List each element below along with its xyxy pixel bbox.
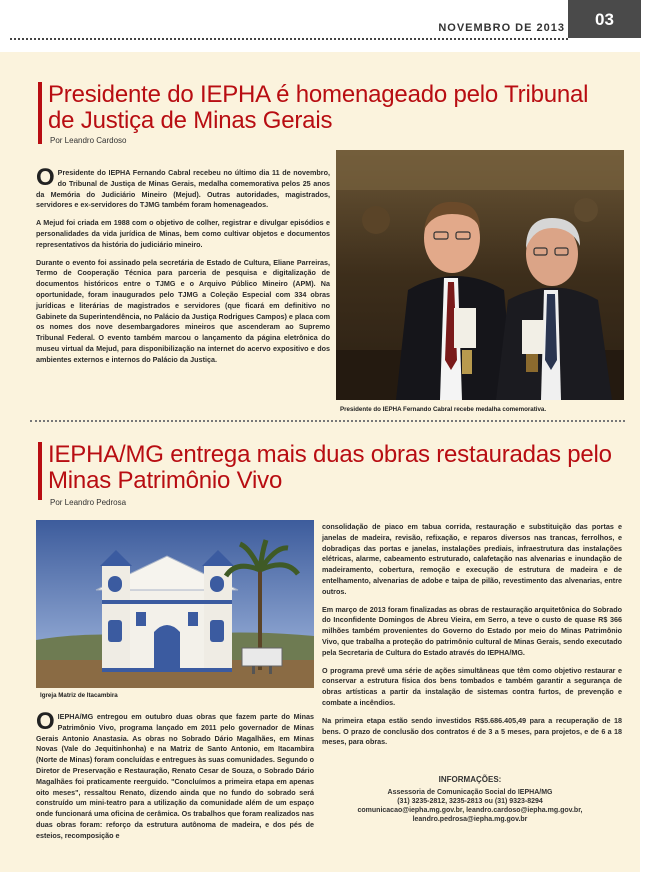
info-line: comunicacao@iepha.mg.gov.br, leandro.cardoso@iepha.mg.gov.br, [357, 807, 583, 814]
article1-paragraph: Durante o evento foi assinado pela secretária de Estado de Cultura, Eliane Parreiras, Termo de Cooperação Técnica para parceria de pesquisa e digitalização de documentos históricos entre o TJMG e o Arquivo Público Mineiro (APM). Na oportunidade, foram inaugurados pelo TJMG a Coleção Especial com 334 obras jurídicas e literárias de magistrados e servidores (que ficará em definitivo no Gabinete da Superintendência, no Palácio da Justiça Rodrigues Campos) e placa com os nomes dos nove desembargadores mineiros que ascenderam ao Supremo Tribunal Federal. O evento também marcou o lançamento da página eletrônica do museu virtual da Mejud, para disponibilização na internet do acervo expositivo e dos ambientes externos e internos do Palácio da Justiça. [36, 257, 330, 364]
info-title: INFORMAÇÕES: [438, 775, 502, 784]
article2-paragraph: Na primeira etapa estão sendo investidos R$5.686.405,49 para a recuperação de 18 bens. O prazo de conclusão dos contratos é de 3 a 5 meses, para projetos, e de 6 a 18 meses, para obras. [322, 715, 622, 747]
article2-headline: IEPHA/MG entrega mais duas obras restauradas pelo Minas Patrimônio Vivo [48, 441, 612, 494]
article1-paragraph: O Presidente do IEPHA Fernando Cabral recebeu no último dia 11 de novembro, do Tribunal de Justiça de Minas Gerais, medalha comemorativa pelos 25 anos da Memória do Judiciário Mineiro (Mejud). Outras autoridades, magistrados, servidores e ex-servidores do TJMG também foram homenageados. [36, 164, 330, 210]
header-rule [10, 38, 568, 40]
info-line: Assessoria de Comunicação Social do IEPHA/MG [387, 789, 553, 796]
dropcap: O [36, 708, 55, 735]
article1-headline: Presidente do IEPHA é homenageado pelo Tribunal de Justiça de Minas Gerais [48, 81, 589, 134]
dropcap: O [36, 164, 55, 191]
article2-paragraph: consolidação de piaco em tabua corrida, restauração e substituição das portas e janelas de madeira, revisão, refixação, e reparos diversos nas trancas, ferrolhos, e dobradiças das portas e janelas, instalações prediais, infraestrutura das instalações elétricas, alarme, cabeamento estruturado, calafetação nas alvenarias e inundação de madeiramento, cobertura, remoção e execução de estrutura de madeira e de entelhamento, alvenarias de adobe e taipa de pilão, revestimento das alvenarias, entre outros. [322, 522, 622, 596]
article2-paragraph: OIEPHA/MG entregou em outubro duas obras que fazem parte do Minas Patrimônio Vivo, programa lançado em 2011 pelo governador de Minas Gerais Antonio Anastasia. As obras no Sobrado Dário Magalhães, em Minas Novas (Vale do Jequitinhonha) e na Matriz de Santo Antonio, em Itacambira (Norte de Minas) foram concluídas e entregues às suas comunidades. Segundo o Diretor de Preservação e Restauração, Renato Cesar de Souza, o Sobrado Dário Magalhães foi praticamente reerguido. "Concluímos a primeira etapa em apenas oito meses", ressaltou Renato, dizendo ainda que no fundo do sobrado será construído um mini-teatro para a utilização da comunidade além de um espaço onde funcionará uma oficina de cerâmica. Os trabalhos que foram realizados nas duas obras foram: reforço da estrutura autônoma de madeira, e dos pés de esteios, recomposição e [36, 708, 314, 840]
article1-body [36, 164, 330, 373]
article1-paragraph: A Mejud foi criada em 1988 com o objetivo de colher, registrar e divulgar episódios e personalidades da vida jurídica de Minas, bem como cultivar objetos e documentos representativos da história do judiciário mineiro. [36, 218, 330, 249]
info-contacts [320, 788, 620, 824]
article1-photo [336, 150, 624, 400]
article1-byline: Por Leandro Cardoso [50, 136, 127, 145]
issue-date: NOVEMBRO DE 2013 [438, 22, 565, 34]
church-illustration [36, 520, 314, 688]
info-line: leandro.pedrosa@iepha.mg.gov.br [412, 816, 528, 823]
article2-photo [36, 520, 314, 688]
article2-right-column [322, 522, 622, 755]
article2-left-column [36, 708, 314, 849]
headline-accent-bar [38, 82, 42, 144]
article1-photo-caption: Presidente do IEPHA Fernando Cabral recebe medalha comemorativa. [340, 406, 547, 413]
article2-paragraph: O programa prevê uma série de ações simultâneas que têm como objetivo restaurar e conservar a estrutura física dos bens tombados e também garantir a segurança de obras artísticas a partir da instalação de sistemas contra furtos, de prevenção e combate a incêndios. [322, 665, 622, 707]
article2-byline: Por Leandro Pedrosa [50, 498, 127, 507]
headline-accent-bar [38, 442, 42, 500]
award-ceremony-illustration [336, 150, 624, 400]
page-number: 03 [568, 0, 641, 38]
article2-paragraph: Em março de 2013 foram finalizadas as obras de restauração arquitetônica do Sobrado do Inconfidente Domingos de Abreu Vieira, em Serro, a teve o custo de quase R$ 366 milhões também provenientes do Governo do Estado por meio do Minas Patrimônio Vivo, que trabalha a proteção do patrimônio cultural de Minas Gerais, sendo executado pela Secretaria de Cultura do Estado através do IEPHA/MG. [322, 604, 622, 657]
section-divider [30, 420, 625, 422]
article2-photo-caption: Igreja Matriz de Itacambira [40, 692, 118, 699]
info-line: (31) 3235-2812, 3235-2813 ou (31) 9323-8294 [397, 798, 543, 805]
